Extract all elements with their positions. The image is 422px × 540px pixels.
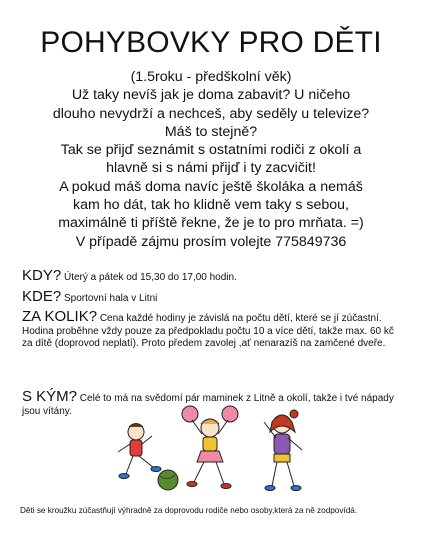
intro-line: Už taky nevíš jak je doma zabavit? U ničeho	[71, 87, 351, 104]
stretching-girl-figure	[264, 410, 302, 491]
phone-line: V případě zájmu prosím volejte 775849736	[75, 233, 347, 250]
when-section	[22, 267, 402, 285]
boy-kicking-figure	[118, 424, 161, 479]
price-label: ZA KOLIK?	[22, 308, 98, 325]
where-section	[22, 288, 402, 306]
intro-line: Máš to stejně?	[164, 123, 258, 140]
when-text: Úterý a pátek od 15,30 do 17,00 hodin.	[61, 272, 237, 283]
intro-line: kam ho dát, tak ho klidně vem taky s sebou,	[72, 197, 349, 214]
where-text: Sportovní hala v Litni	[61, 293, 158, 304]
with-whom-label: S KÝM?	[22, 388, 78, 405]
price-section	[22, 308, 402, 351]
where-label: KDE?	[22, 288, 62, 305]
flyer-title: POHYBOVKY PRO DĚTI	[40, 26, 382, 59]
intro-line: (1.5roku - předškolní věk)	[130, 69, 292, 85]
cheerleader-girl-figure	[182, 406, 238, 489]
footer-note: Děti se kroužku zúčastňují výhradně za doprovodu rodiče nebo osoby,která za ně zodpovídá.	[20, 506, 358, 515]
intro-line: Tak se přijď seznámit s ostatními rodiči z okolí a	[60, 142, 362, 159]
price-text: Cena každé hodiny je závislá na počtu dětí, které se jí zúčastní. Hodina proběhne vždy pouze za předpokladu počtu 10 a více dětí, takže max. 60 kč za dítě (doprovod neplatí). Proto předem zavolej ,ať nenarazíš na zamčené dveře.	[22, 313, 394, 350]
children-exercising-illustration	[96, 402, 318, 500]
intro-line: hlavně si s námi přijď i ty zacvičit!	[106, 160, 316, 177]
with-whom-text: Celé to má na svědomí pár maminek z Litně a okolí, takže i tvé nápady jsou vítány.	[22, 393, 394, 417]
intro-paragraph	[18, 68, 404, 251]
intro-line: dlouho nevydrží a nechceš, aby seděly u televize?	[52, 105, 370, 122]
intro-line: maximálně ti příště řekne, že je to pro mrňata. =)	[58, 215, 364, 232]
intro-line: A pokud máš doma navíc ještě školáka a nemáš	[59, 178, 363, 195]
when-label: KDY?	[22, 267, 62, 284]
ball-icon	[158, 470, 178, 490]
